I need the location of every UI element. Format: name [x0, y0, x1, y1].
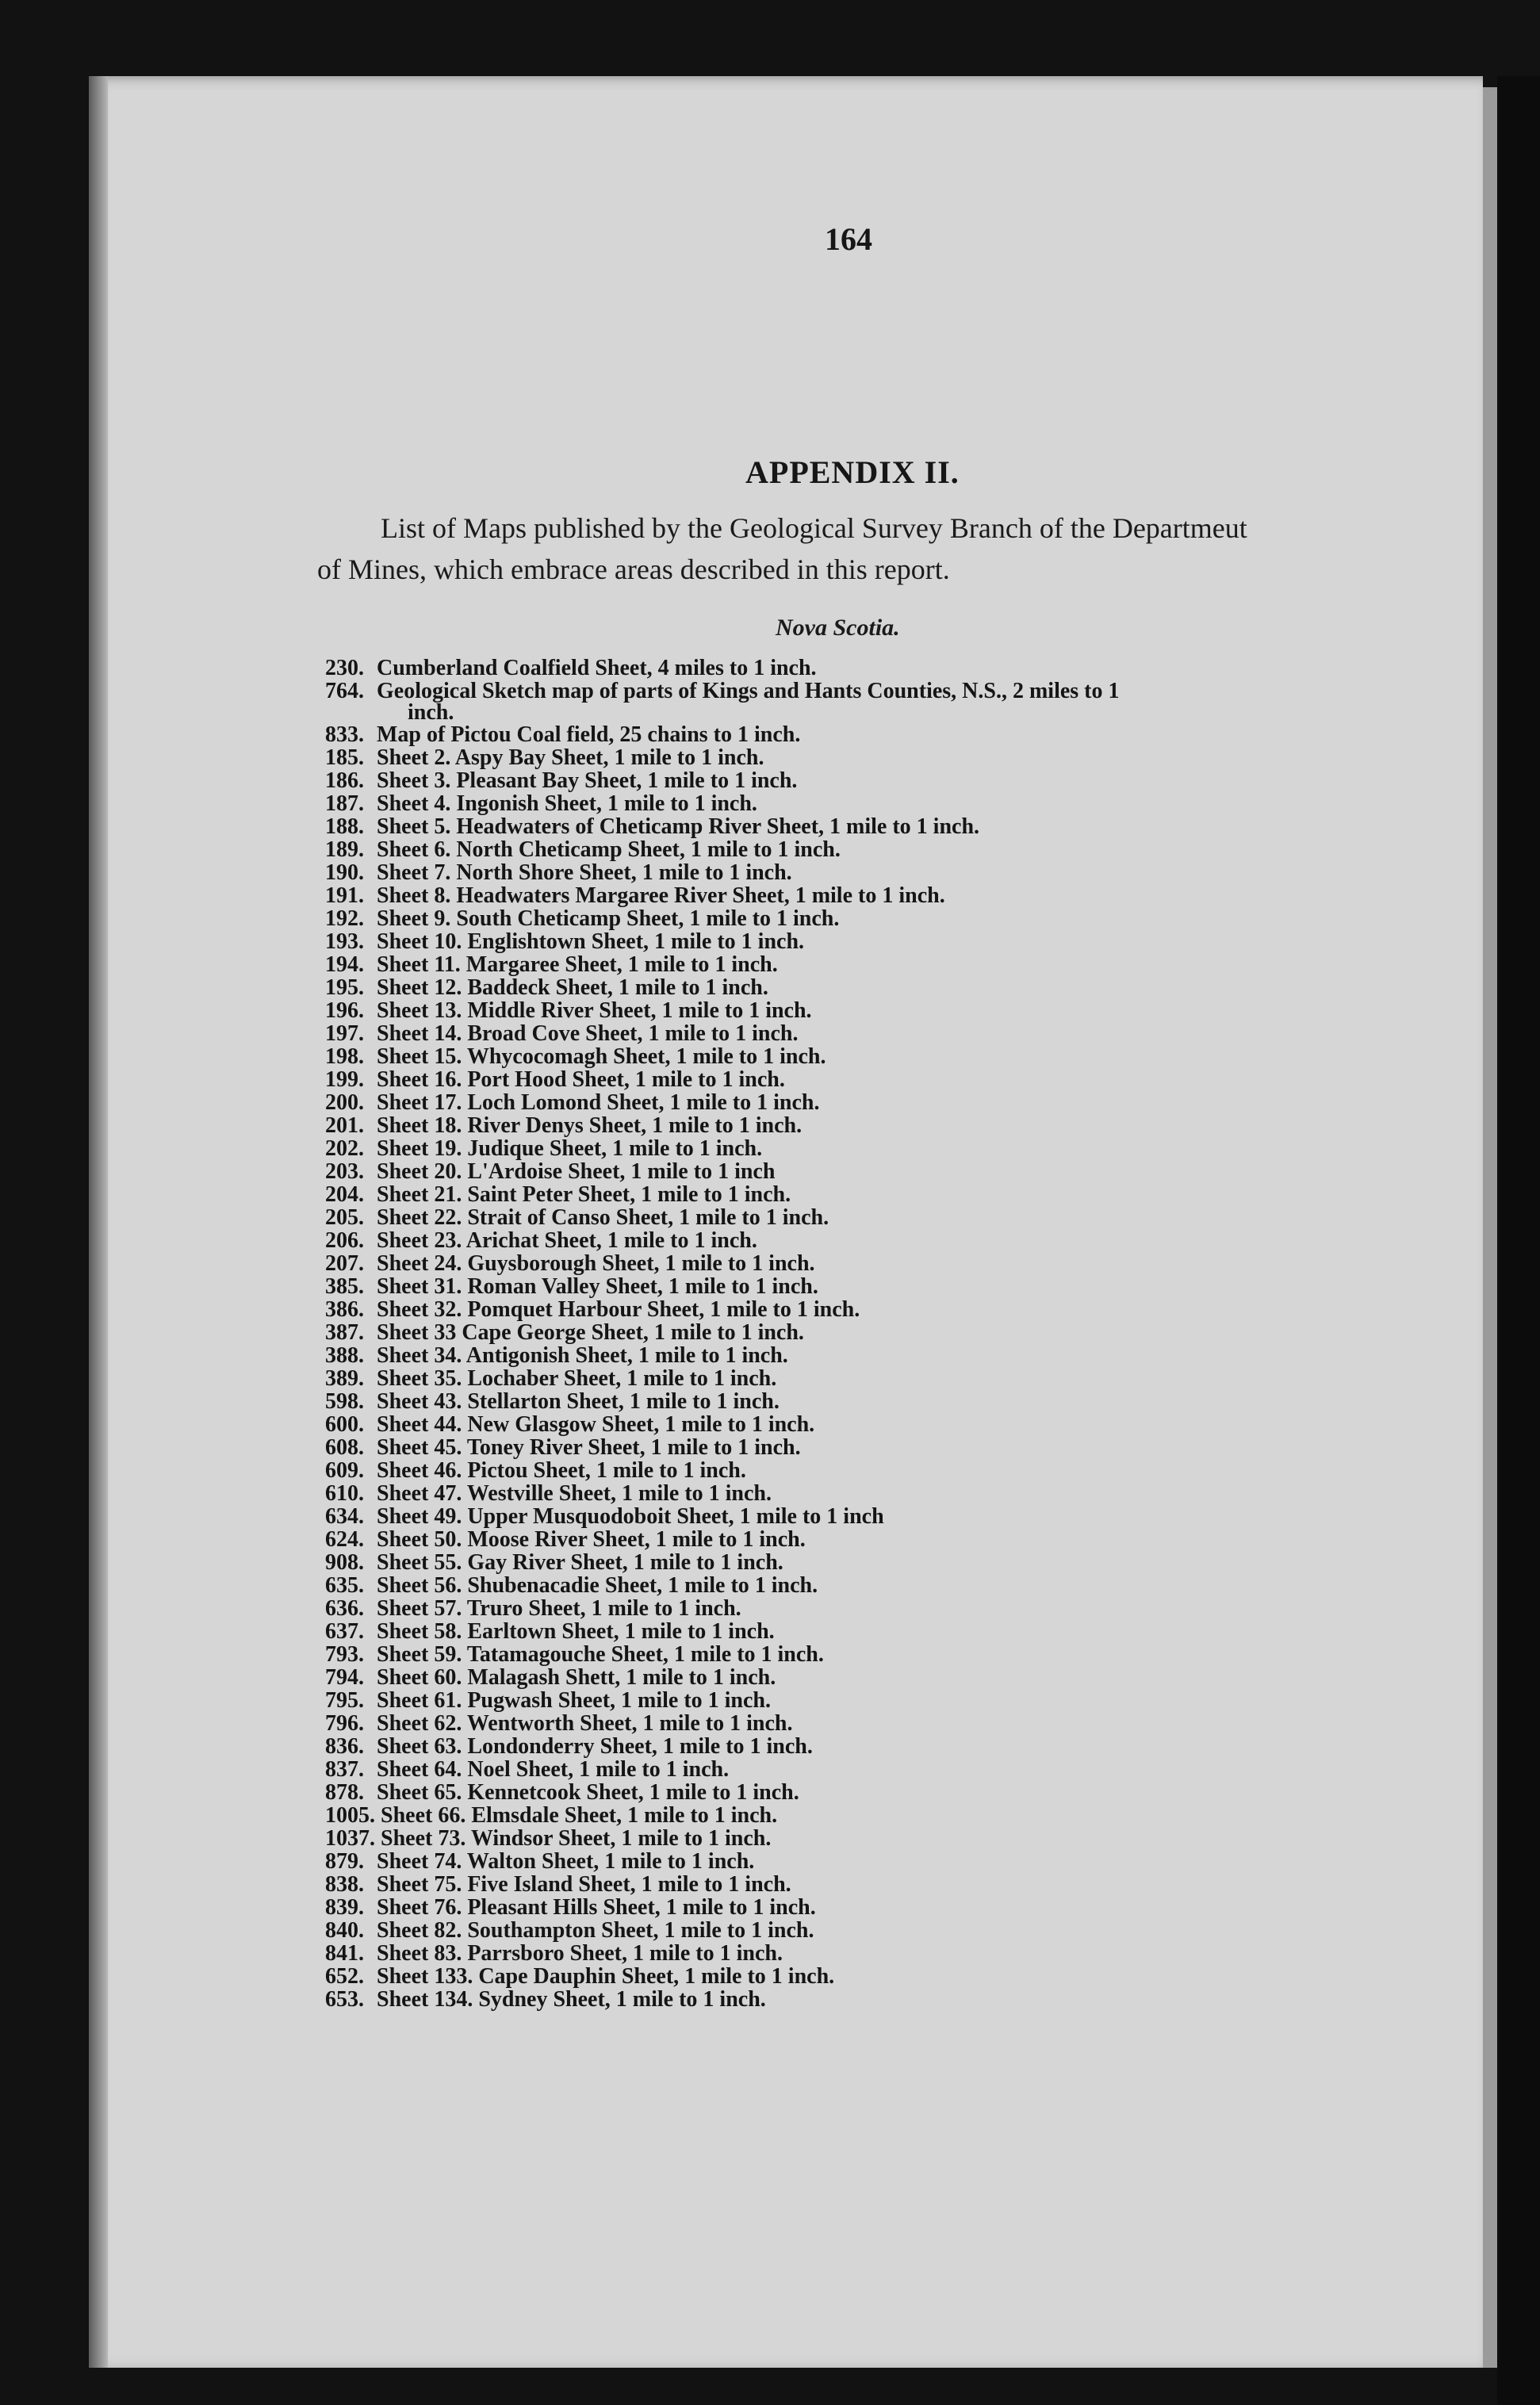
map-number: 193.	[325, 929, 364, 954]
map-description: Sheet 83. Parrsboro Sheet, 1 mile to 1 inch.	[377, 1941, 783, 1966]
map-description: Sheet 20. L'Ardoise Sheet, 1 mile to 1 inch	[377, 1159, 776, 1184]
map-number: 600.	[325, 1412, 364, 1437]
page-gutter-shadow	[89, 76, 108, 2368]
map-number: 199.	[325, 1067, 364, 1092]
map-list-item	[325, 769, 1435, 792]
map-list-item	[325, 792, 1435, 815]
map-description: Sheet 44. New Glasgow Sheet, 1 mile to 1 inch.	[377, 1412, 815, 1437]
map-number: 624.	[325, 1527, 364, 1552]
map-description: Sheet 13. Middle River Sheet, 1 mile to 1 inch.	[377, 998, 812, 1023]
map-number: 795.	[325, 1688, 364, 1713]
map-list-item	[325, 1298, 1435, 1321]
map-number: 839.	[325, 1895, 364, 1920]
map-number: 188.	[325, 814, 364, 839]
map-list-item	[325, 815, 1435, 838]
map-description: Sheet 31. Roman Valley Sheet, 1 mile to 1 inch.	[377, 1274, 818, 1299]
map-number: 386.	[325, 1297, 364, 1322]
map-list-item	[325, 1850, 1435, 1873]
map-description: Sheet 24. Guysborough Sheet, 1 mile to 1 inch.	[377, 1251, 815, 1276]
map-number: 194.	[325, 952, 364, 977]
map-description: Sheet 82. Southampton Sheet, 1 mile to 1 inch.	[377, 1918, 814, 1943]
map-description: Sheet 59. Tatamagouche Sheet, 1 mile to 1 inch.	[377, 1642, 824, 1667]
map-list-item	[325, 1068, 1435, 1091]
map-description: Sheet 16. Port Hood Sheet, 1 mile to 1 inch.	[377, 1067, 785, 1092]
map-list-item	[325, 1022, 1435, 1045]
map-number: 191.	[325, 883, 364, 908]
map-description: Sheet 7. North Shore Sheet, 1 mile to 1 inch.	[377, 860, 792, 885]
map-list-item	[325, 999, 1435, 1022]
map-number: 230.	[325, 656, 364, 680]
map-number: 841.	[325, 1941, 364, 1966]
map-description: Sheet 60. Malagash Shett, 1 mile to 1 inch.	[377, 1665, 776, 1690]
map-description: Sheet 57. Truro Sheet, 1 mile to 1 inch.	[377, 1596, 741, 1621]
map-number: 1037.	[325, 1826, 375, 1851]
map-description: Cumberland Coalfield Sheet, 4 miles to 1 inch.	[377, 656, 817, 680]
map-number: 833.	[325, 722, 364, 747]
map-number: 764.	[325, 679, 364, 703]
map-list-item	[325, 657, 1435, 680]
map-list-item	[325, 1229, 1435, 1252]
map-description: Sheet 58. Earltown Sheet, 1 mile to 1 inch.	[377, 1619, 775, 1644]
map-number: 207.	[325, 1251, 364, 1276]
map-description: Sheet 5. Headwaters of Cheticamp River Sheet, 1 mile to 1 inch.	[377, 814, 980, 839]
map-number: 206.	[325, 1228, 364, 1253]
map-number: 198.	[325, 1044, 364, 1069]
map-number: 796.	[325, 1711, 364, 1736]
map-number: 203.	[325, 1159, 364, 1184]
map-number: 794.	[325, 1665, 364, 1690]
map-description: Sheet 47. Westville Sheet, 1 mile to 1 inch.	[377, 1481, 772, 1506]
map-description: Sheet 62. Wentworth Sheet, 1 mile to 1 inch.	[377, 1711, 793, 1736]
map-list-item	[325, 746, 1435, 769]
map-description: Sheet 2. Aspy Bay Sheet, 1 mile to 1 inch.	[377, 745, 764, 770]
map-number: 388.	[325, 1343, 364, 1368]
map-number: 837.	[325, 1757, 364, 1782]
map-number: 197.	[325, 1021, 364, 1046]
map-list-item	[325, 1528, 1435, 1551]
section-title: Nova Scotia.	[776, 615, 900, 641]
map-description: Sheet 61. Pugwash Sheet, 1 mile to 1 inch.	[377, 1688, 771, 1713]
map-number: 637.	[325, 1619, 364, 1644]
map-number: 653.	[325, 1987, 364, 2012]
map-number: 201.	[325, 1113, 364, 1138]
map-list-item	[325, 1988, 1435, 2011]
map-description: Sheet 33 Cape George Sheet, 1 mile to 1 inch.	[377, 1320, 804, 1345]
map-description: Sheet 49. Upper Musquodoboit Sheet, 1 mile to 1 inch	[377, 1504, 884, 1529]
map-list-item	[325, 1275, 1435, 1298]
map-description: Sheet 18. River Denys Sheet, 1 mile to 1 inch.	[377, 1113, 803, 1138]
map-list-item	[325, 1919, 1435, 1942]
map-list-item	[325, 1781, 1435, 1804]
map-number: 387.	[325, 1320, 364, 1345]
map-description: Sheet 66. Elmsdale Sheet, 1 mile to 1 inch.	[381, 1803, 778, 1828]
intro-line: of Mines, which embrace areas described in this report.	[317, 553, 950, 585]
map-description: Sheet 55. Gay River Sheet, 1 mile to 1 inch.	[377, 1550, 783, 1575]
map-list-item	[325, 1482, 1435, 1505]
map-description: Sheet 14. Broad Cove Sheet, 1 mile to 1 inch.	[377, 1021, 799, 1046]
map-number: 636.	[325, 1596, 364, 1621]
map-list-item	[325, 680, 1435, 723]
map-description: Sheet 34. Antigonish Sheet, 1 mile to 1 inch.	[377, 1343, 788, 1368]
map-list-item	[325, 1896, 1435, 1919]
map-list-item	[325, 953, 1435, 976]
map-number: 196.	[325, 998, 364, 1023]
map-description: Sheet 21. Saint Peter Sheet, 1 mile to 1 inch.	[377, 1182, 791, 1207]
map-list-item	[325, 1505, 1435, 1528]
map-description: Sheet 22. Strait of Canso Sheet, 1 mile to 1 inch.	[377, 1205, 829, 1230]
map-number: 635.	[325, 1573, 364, 1598]
map-description: Sheet 75. Five Island Sheet, 1 mile to 1 inch.	[377, 1872, 791, 1897]
map-list-item	[325, 1597, 1435, 1620]
map-list-item	[325, 884, 1435, 907]
map-number: 598.	[325, 1389, 364, 1414]
map-number: 609.	[325, 1458, 364, 1483]
map-list-item	[325, 861, 1435, 884]
map-description: Sheet 32. Pomquet Harbour Sheet, 1 mile to 1 inch.	[377, 1297, 860, 1322]
map-list-item	[325, 1620, 1435, 1643]
map-list-item	[325, 1666, 1435, 1689]
map-list-item	[325, 1804, 1435, 1827]
map-list-item	[325, 1183, 1435, 1206]
map-description: Sheet 76. Pleasant Hills Sheet, 1 mile to 1 inch.	[377, 1895, 816, 1920]
book-spine-shadow	[1497, 76, 1540, 2405]
map-list-item	[325, 1965, 1435, 1988]
map-description: Sheet 23. Arichat Sheet, 1 mile to 1 inch.	[377, 1228, 757, 1253]
map-number: 908.	[325, 1550, 364, 1575]
map-number: 608.	[325, 1435, 364, 1460]
map-description: Sheet 45. Toney River Sheet, 1 mile to 1 inch.	[377, 1435, 801, 1460]
map-description: Sheet 3. Pleasant Bay Sheet, 1 mile to 1 inch.	[377, 768, 798, 793]
map-description: Sheet 56. Shubenacadie Sheet, 1 mile to 1 inch.	[377, 1573, 818, 1598]
map-number: 195.	[325, 975, 364, 1000]
map-list-item	[325, 723, 1435, 746]
map-list-item	[325, 838, 1435, 861]
intro-line: List of Maps published by the Geological Survey Branch of the Departmeut	[381, 512, 1247, 544]
map-number: 204.	[325, 1182, 364, 1207]
map-list-item	[325, 1137, 1435, 1160]
map-number: 840.	[325, 1918, 364, 1943]
map-description: Sheet 134. Sydney Sheet, 1 mile to 1 inch.	[377, 1987, 766, 2012]
map-number: 385.	[325, 1274, 364, 1299]
map-description: Sheet 4. Ingonish Sheet, 1 mile to 1 inch.	[377, 791, 757, 816]
map-list-item	[325, 1321, 1435, 1344]
map-list-item	[325, 1206, 1435, 1229]
intro-paragraph	[317, 507, 1404, 590]
map-number: 878.	[325, 1780, 364, 1805]
map-number: 200.	[325, 1090, 364, 1115]
map-description: Sheet 74. Walton Sheet, 1 mile to 1 inch.	[377, 1849, 755, 1874]
map-list-item	[325, 1459, 1435, 1482]
map-description-continued: inch.	[408, 700, 454, 725]
map-description: Sheet 6. North Cheticamp Sheet, 1 mile to 1 inch.	[377, 837, 841, 862]
map-list-item	[325, 1344, 1435, 1367]
map-description: Sheet 46. Pictou Sheet, 1 mile to 1 inch.	[377, 1458, 746, 1483]
map-number: 836.	[325, 1734, 364, 1759]
map-list-item	[325, 1735, 1435, 1758]
map-list-item	[325, 1252, 1435, 1275]
map-number: 190.	[325, 860, 364, 885]
map-description: Geological Sketch map of parts of Kings and Hants Counties, N.S., 2 miles to 1	[377, 679, 1120, 703]
map-list-item	[325, 976, 1435, 999]
map-number: 187.	[325, 791, 364, 816]
map-description: Sheet 133. Cape Dauphin Sheet, 1 mile to 1 inch.	[377, 1964, 835, 1989]
map-list-item	[325, 1689, 1435, 1712]
map-description: Sheet 64. Noel Sheet, 1 mile to 1 inch.	[377, 1757, 730, 1782]
map-list	[325, 657, 1435, 2011]
map-number: 652.	[325, 1964, 364, 1989]
map-list-item	[325, 1942, 1435, 1965]
map-description: Sheet 73. Windsor Sheet, 1 mile to 1 inch.	[381, 1826, 772, 1851]
map-list-item	[325, 1045, 1435, 1068]
map-list-item	[325, 1643, 1435, 1666]
map-number: 838.	[325, 1872, 364, 1897]
map-list-item	[325, 1114, 1435, 1137]
map-list-item	[325, 1758, 1435, 1781]
map-number: 189.	[325, 837, 364, 862]
map-description: Sheet 11. Margaree Sheet, 1 mile to 1 inch.	[377, 952, 778, 977]
map-description: Sheet 9. South Cheticamp Sheet, 1 mile to 1 inch.	[377, 906, 840, 931]
map-number: 186.	[325, 768, 364, 793]
map-number: 610.	[325, 1481, 364, 1506]
map-list-item	[325, 907, 1435, 930]
map-list-item	[325, 1413, 1435, 1436]
map-description: Sheet 63. Londonderry Sheet, 1 mile to 1 inch.	[377, 1734, 813, 1759]
map-description: Sheet 15. Whycocomagh Sheet, 1 mile to 1 inch.	[377, 1044, 826, 1069]
map-list-item	[325, 1827, 1435, 1850]
map-number: 185.	[325, 745, 364, 770]
map-number: 205.	[325, 1205, 364, 1230]
map-list-item	[325, 1160, 1435, 1183]
page-edge	[1483, 87, 1497, 2368]
map-list-item	[325, 1367, 1435, 1390]
map-number: 879.	[325, 1849, 364, 1874]
map-description: Sheet 50. Moose River Sheet, 1 mile to 1 inch.	[377, 1527, 806, 1552]
map-description: Sheet 65. Kennetcook Sheet, 1 mile to 1 inch.	[377, 1780, 799, 1805]
map-description: Sheet 17. Loch Lomond Sheet, 1 mile to 1 inch.	[377, 1090, 820, 1115]
map-description: Map of Pictou Coal field, 25 chains to 1 inch.	[377, 722, 801, 747]
map-description: Sheet 35. Lochaber Sheet, 1 mile to 1 inch.	[377, 1366, 777, 1391]
map-number: 389.	[325, 1366, 364, 1391]
map-description: Sheet 10. Englishtown Sheet, 1 mile to 1 inch.	[377, 929, 805, 954]
page-number: 164	[825, 221, 872, 257]
map-list-item	[325, 1436, 1435, 1459]
map-list-item	[325, 1574, 1435, 1597]
map-description: Sheet 12. Baddeck Sheet, 1 mile to 1 inch.	[377, 975, 768, 1000]
map-number: 793.	[325, 1642, 364, 1667]
map-list-item	[325, 1873, 1435, 1896]
map-list-item	[325, 930, 1435, 953]
map-number: 192.	[325, 906, 364, 931]
appendix-title: APPENDIX II.	[745, 454, 960, 490]
map-list-item	[325, 1712, 1435, 1735]
map-list-item	[325, 1551, 1435, 1574]
map-description: Sheet 8. Headwaters Margaree River Sheet, 1 mile to 1 inch.	[377, 883, 945, 908]
map-description: Sheet 19. Judique Sheet, 1 mile to 1 inch.	[377, 1136, 763, 1161]
map-list-item	[325, 1091, 1435, 1114]
map-list-item	[325, 1390, 1435, 1413]
map-description: Sheet 43. Stellarton Sheet, 1 mile to 1 inch.	[377, 1389, 780, 1414]
map-number: 634.	[325, 1504, 364, 1529]
map-number: 202.	[325, 1136, 364, 1161]
map-number: 1005.	[325, 1803, 375, 1828]
